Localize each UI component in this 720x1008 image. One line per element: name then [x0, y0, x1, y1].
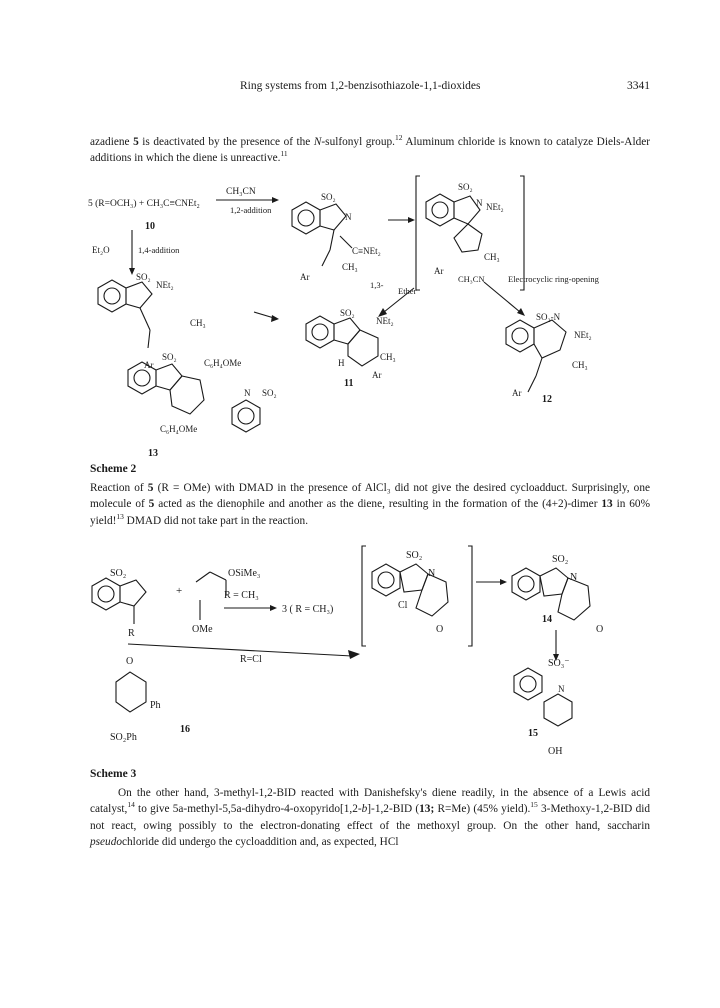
svg-text:N: N	[558, 684, 565, 694]
svg-text:N: N	[570, 572, 578, 583]
svg-text:R: R	[128, 628, 135, 639]
scheme-2-caption: Scheme 2	[90, 463, 137, 475]
svg-text:SO₂: SO₂	[340, 308, 355, 318]
svg-text:R=Cl: R=Cl	[240, 654, 262, 665]
svg-text:NEt₂: NEt₂	[486, 202, 504, 212]
svg-text:CH₃: CH₃	[190, 318, 206, 328]
label-15: 15	[528, 728, 538, 739]
svg-text:C₆H₄OMe: C₆H₄OMe	[204, 358, 242, 368]
svg-text:SO₂: SO₂	[162, 352, 177, 362]
running-header	[90, 80, 650, 98]
compound-12-structure	[506, 312, 592, 405]
svg-text:CH₃: CH₃	[380, 352, 396, 362]
reactant-text: 5 (R=OCH₃) + CH₃C≡CNEt₂	[88, 199, 200, 209]
compound-16-structure	[110, 656, 190, 743]
compound-11-structure	[306, 308, 396, 389]
svg-text:NEt₂: NEt₂	[376, 316, 394, 326]
svg-text:Ar: Ar	[300, 272, 310, 282]
svg-text:OMe: OMe	[192, 624, 213, 635]
svg-text:Ar: Ar	[372, 370, 382, 380]
scheme-3-caption: Scheme 3	[90, 768, 137, 780]
svg-text:SO₂: SO₂	[406, 550, 423, 561]
svg-text:CH₃: CH₃	[484, 252, 500, 262]
label-10: 10	[145, 221, 155, 232]
svg-text:SO₂: SO₂	[458, 182, 473, 192]
svg-text:SO₂: SO₂	[136, 272, 151, 282]
cond-ch3cn: CH₃CN	[226, 187, 256, 197]
arrowhead	[272, 197, 279, 203]
svg-text:SO₂Ph: SO₂Ph	[110, 732, 137, 743]
compound-15-structure	[514, 658, 572, 757]
svg-text:+: +	[176, 585, 183, 597]
running-title: Ring systems from 1,2-benzisothiazole-1,1-dioxides	[240, 80, 481, 92]
svg-text:R = CH₃: R = CH₃	[224, 590, 259, 601]
scheme-2-figure	[0, 170, 720, 470]
intermediate-structure	[292, 192, 381, 282]
svg-text:SO₂: SO₂	[552, 554, 569, 565]
svg-text:OSiMe₃: OSiMe₃	[228, 568, 261, 579]
reference: 13	[116, 512, 124, 522]
intermediate-14-structure	[98, 272, 206, 370]
label-12: 12	[542, 394, 552, 405]
svg-text:O: O	[596, 624, 604, 635]
svg-text:SO₂: SO₂	[262, 388, 277, 398]
svg-text:CH₃: CH₃	[342, 262, 358, 272]
svg-text:CH₃: CH₃	[572, 360, 588, 370]
svg-text:SO₃⁻: SO₃⁻	[548, 658, 570, 669]
svg-text:OH: OH	[548, 746, 563, 757]
svg-text:Ar: Ar	[434, 266, 444, 276]
compound-14-structure	[512, 554, 603, 635]
reference: 12	[394, 133, 403, 143]
svg-text:Ether: Ether	[398, 286, 417, 296]
svg-text:CH₃CN: CH₃CN	[458, 274, 485, 284]
transition-state-structure	[426, 182, 504, 276]
svg-text:Cl: Cl	[398, 600, 408, 611]
svg-text:N: N	[345, 212, 352, 222]
svg-text:NEt₂: NEt₂	[156, 280, 174, 290]
svg-text:1,3-: 1,3-	[370, 280, 384, 290]
svg-text:Ar: Ar	[512, 388, 522, 398]
svg-text:Ar: Ar	[144, 360, 154, 370]
svg-text:SO₂-N: SO₂-N	[536, 312, 561, 322]
cond-12-addition: 1,2-addition	[230, 205, 272, 215]
cond-et2o: Et₂O	[92, 245, 110, 255]
svg-text:N: N	[244, 388, 251, 398]
label-11: 11	[344, 378, 354, 389]
svg-text:N: N	[476, 198, 483, 208]
chloro-adduct-structure	[372, 550, 448, 635]
cond-14-addition: 1,4-addition	[138, 245, 180, 255]
danishefsky-diene	[192, 568, 260, 635]
label-14: 14	[542, 614, 552, 625]
label-16: 16	[180, 724, 190, 735]
scheme-3-figure	[0, 536, 720, 762]
page-number: 3341	[627, 80, 650, 92]
svg-text:C≡NEt₂: C≡NEt₂	[352, 246, 381, 256]
svg-text:Electrocyclic ring-opening: Electrocyclic ring-opening	[508, 274, 599, 284]
svg-text:SO₂: SO₂	[321, 192, 336, 202]
svg-text:N: N	[428, 568, 436, 579]
svg-text:O: O	[436, 624, 444, 635]
svg-text:SO₂: SO₂	[110, 568, 127, 579]
svg-text:NEt₂: NEt₂	[574, 330, 592, 340]
benzisothiazole-reactant	[92, 568, 146, 639]
paragraph-3: On the other hand, 3-methyl-1,2-BID reacted with Danishefsky's diene readily, in the absence of a Lewis acid catalyst,$^{14}$ to give 5a-methyl-5,5a-dihydro-4-oxopyrido[1,2-b]-1,2-BID (13; R=Me) (45% yield).$^{15}$ 3-Methoxy-1,2-BID did not react, owing possibly to the electron-donating effect of the methoxyl group. On the other hand, saccharin pseudochloride did undergo the cycloaddition and, as expected, HCl	[90, 787, 651, 849]
label-13: 13	[148, 448, 158, 459]
svg-text:Ph: Ph	[150, 700, 161, 711]
paragraph-2: Reaction of 5 (R = OMe) with DMAD in the presence of AlCl₃ did not give the desired cycloadduct. Surprisingly, one molecule of 5 acted as the dienophile and another as the diene, resulting in the formation of the (4+2)-dimer 13 in 60% yield!$^{13}$ DMAD did not take part in the reaction.	[90, 482, 650, 527]
paragraph-1: azadiene 5 is deactivated by the presence of the N-sulfonyl group.$^{12}$ Aluminum chloride is known to catalyze Diels-Alder additions in which the diene is unreactive.$^{11}$	[90, 133, 651, 165]
svg-text:3 ( R = CH₃): 3 ( R = CH₃)	[282, 604, 334, 615]
reference: 14	[127, 800, 135, 810]
reference: 15	[530, 800, 538, 810]
svg-text:O: O	[126, 656, 134, 667]
svg-text:H: H	[338, 358, 345, 368]
reference: 11	[280, 149, 288, 159]
svg-text:C₆H₄OMe: C₆H₄OMe	[160, 424, 198, 434]
